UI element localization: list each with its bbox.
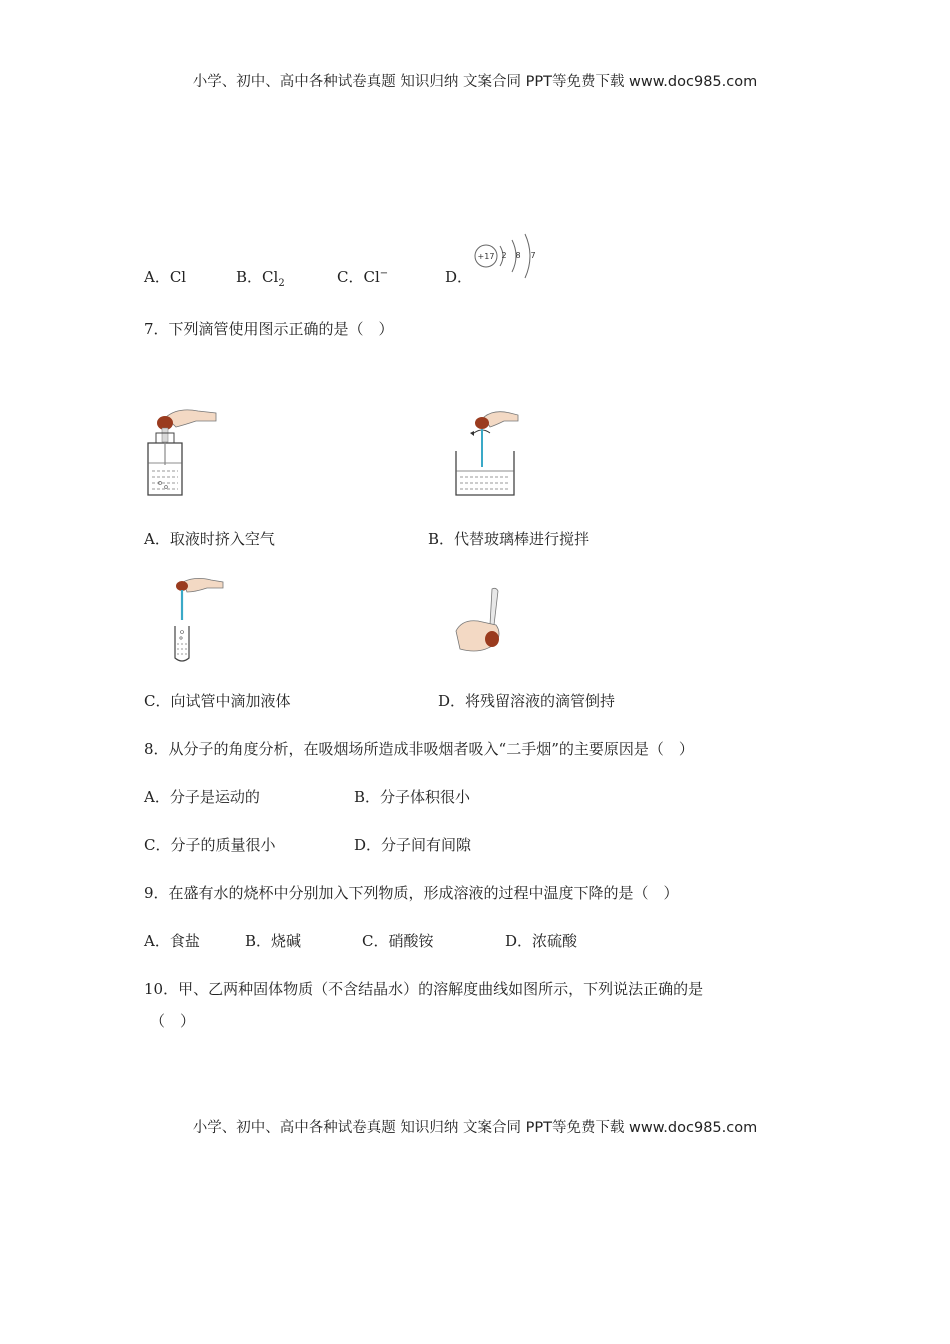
dropper-test-tube-icon: [165, 574, 225, 666]
q9-option-c: C．硝酸铵: [362, 932, 434, 950]
q6-option-b: B．$Cl_2$: [236, 268, 285, 289]
q9-stem: 9．在盛有水的烧杯中分别加入下列物质，形成溶液的过程中温度下降的是（ ）: [144, 884, 679, 902]
shell-3-electrons: 7: [530, 251, 536, 260]
dropper-stir-icon: [448, 405, 526, 500]
shell-1-electrons: 2: [501, 251, 507, 260]
q6-option-d: D．: [445, 268, 473, 286]
q7-stem: 7．下列滴管使用图示正确的是（ ）: [144, 320, 394, 338]
chlorine-atom-structure-diagram: [470, 228, 550, 284]
q9-option-b: B．烧碱: [245, 932, 302, 950]
q8-option-b: B．分子体积很小: [354, 788, 471, 806]
q7-option-d: D．将残留溶液的滴管倒持: [438, 692, 616, 710]
q10-stem-line1: 10．甲、乙两种固体物质（不含结晶水）的溶解度曲线如图所示，下列说法正确的是: [144, 980, 704, 998]
q7-option-c: C．向试管中滴加液体: [144, 692, 291, 710]
dropper-inverted-icon: [452, 585, 524, 665]
q7-option-b: B．代替玻璃棒进行搅拌: [428, 530, 590, 548]
q9-option-a: A．食盐: [144, 932, 200, 950]
dropper-squeeze-air-icon: [138, 405, 220, 500]
page-footer: 小学、初中、高中各种试卷真题 知识归纳 文案合同 PPT等免费下载 www.doc985.com: [192, 1120, 758, 1136]
q9-option-d: D．浓硫酸: [505, 932, 578, 950]
q8-option-d: D．分子间有间隙: [354, 836, 472, 854]
q8-option-a: A．分子是运动的: [144, 788, 260, 806]
atom-nucleus-label: +17: [477, 252, 495, 261]
q6-option-a: A．Cl: [144, 268, 187, 286]
shell-2-electrons: 8: [515, 251, 521, 260]
q6-option-c: C．Cl−: [337, 268, 389, 286]
page-header: 小学、初中、高中各种试卷真题 知识归纳 文案合同 PPT等免费下载 www.doc985.com: [192, 74, 758, 90]
q8-stem: 8．从分子的角度分析，在吸烟场所造成非吸烟者吸入“二手烟”的主要原因是（ ）: [144, 740, 694, 758]
q7-option-a: A．取液时挤入空气: [144, 530, 275, 548]
q10-stem-line2: （ ）: [150, 1012, 196, 1030]
q8-option-c: C．分子的质量很小: [144, 836, 276, 854]
